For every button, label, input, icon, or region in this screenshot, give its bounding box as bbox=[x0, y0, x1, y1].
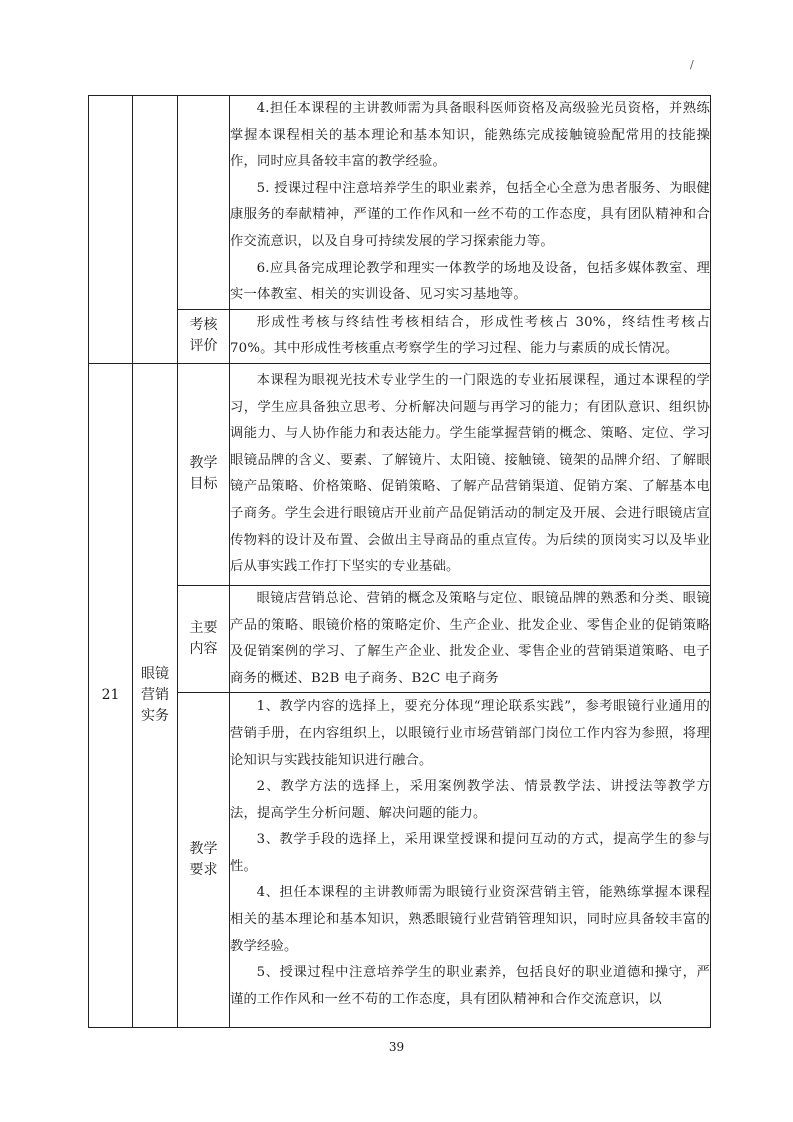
prev-requirements-cell bbox=[230, 96, 711, 310]
assessment-label: 考核 评价 bbox=[178, 309, 230, 363]
requirements-row bbox=[89, 693, 711, 1028]
goals-row bbox=[89, 363, 711, 585]
curriculum-table bbox=[88, 95, 711, 1028]
prev-assessment-row bbox=[89, 309, 711, 363]
requirement-paragraph: 5. 授课过程中注意培养学生的职业素养，包括全心全意为患者服务、为眼健康服务的奉献精神，严谨的工作作风和一丝不苟的工作态度，具有团队精神和合作交流意识，以及自身可持续发展的学习探索能力等。 bbox=[230, 180, 710, 249]
requirements-text bbox=[230, 693, 711, 1028]
page-number: 39 bbox=[388, 1040, 405, 1054]
prev-requirements-row bbox=[89, 96, 711, 310]
requirement-paragraph: 2、教学方法的选择上，采用案例教学法、情景教学法、讲授法等教学方法，提高学生分析问题、解决问题的能力。 bbox=[230, 779, 710, 821]
requirement-paragraph: 6.应具备完成理论教学和理实一体教学的场地及设备，包括多媒体教室、理实一体教室、相关的实训设备、见习实习基地等。 bbox=[230, 260, 710, 303]
course-number: 21 bbox=[89, 363, 133, 1027]
prev-number-cell bbox=[89, 96, 133, 364]
requirement-paragraph: 3、教学手段的选择上，采用课堂授课和提问互动的方式，提高学生的参与性。 bbox=[230, 832, 710, 874]
goals-label: 教学 目标 bbox=[178, 363, 230, 585]
prev-requirements-label-cell bbox=[178, 96, 230, 310]
assessment-text: 形成性考核与终结性考核相结合，形成性考核占 30%，终结性考核占 70%。其中形成性考核重点考察学生的学习过程、能力与素质的成长情况。 bbox=[230, 309, 711, 363]
goals-text: 本课程为眼视光技术专业学生的一门限选的专业拓展课程，通过本课程的学习，学生应具备独立思考、分析解决问题与再学习的能力；有团队意识、组织协调能力、与人协作能力和表达能力。学生能掌握营销的概念、策略、定位、学习眼镜品牌的含义、要素、了解镜片、太阳镜、接触镜、镜架的品牌介绍、了解眼镜产品策略、价格策略、促销策略、了解产品营销渠道、促销方案、了解基本电子商务。学生会进行眼镜店开业前产品促销活动的制定及开展、会进行眼镜店宣传物料的设计及布置、会做出主导商品的重点宣传。为后续的顶岗实习以及毕业后从事实践工作打下坚实的专业基础。 bbox=[230, 363, 711, 585]
requirement-paragraph: 5、授课过程中注意培养学生的职业素养，包括良好的职业道德和操守，严谨的工作作风和一丝不苟的工作态度，具有团队精神和合作交流意识，以 bbox=[230, 965, 710, 1007]
content-label: 主要 内容 bbox=[178, 585, 230, 692]
content-row bbox=[89, 585, 711, 692]
corner-mark: / bbox=[690, 58, 694, 71]
requirement-paragraph: 4.担任本课程的主讲教师需为具备眼科医师资格及高级验光员资格，并熟练掌握本课程相关的基本理论和基本知识，能熟练完成接触镜验配常用的技能操作，同时应具备较丰富的教学经验。 bbox=[230, 101, 710, 170]
requirements-label: 教学 要求 bbox=[178, 693, 230, 1028]
requirement-paragraph: 1、教学内容的选择上，要充分体现“理论联系实践”，参考眼镜行业通用的营销手册，在内容组织上，以眼镜行业市场营销部门岗位工作内容为参照，将理论知识与实践技能知识进行融合。 bbox=[230, 699, 710, 768]
prev-name-cell bbox=[133, 96, 178, 364]
content-text: 眼镜店营销总论、营销的概念及策略与定位、眼镜品牌的熟悉和分类、眼镜产品的策略、眼镜价格的策略定价、生产企业、批发企业、零售企业的促销策略及促销案例的学习、了解生产企业、批发企业、零售企业的营销渠道策略、电子商务的概述、B2B 电子商务、B2C 电子商务 bbox=[230, 585, 711, 692]
requirement-paragraph: 4、担任本课程的主讲教师需为眼镜行业资深营销主管，能熟练掌握本课程相关的基本理论和基本知识，熟悉眼镜行业营销管理知识，同时应具备较丰富的教学经验。 bbox=[230, 885, 710, 954]
course-name: 眼镜 营销 实务 bbox=[133, 363, 178, 1027]
